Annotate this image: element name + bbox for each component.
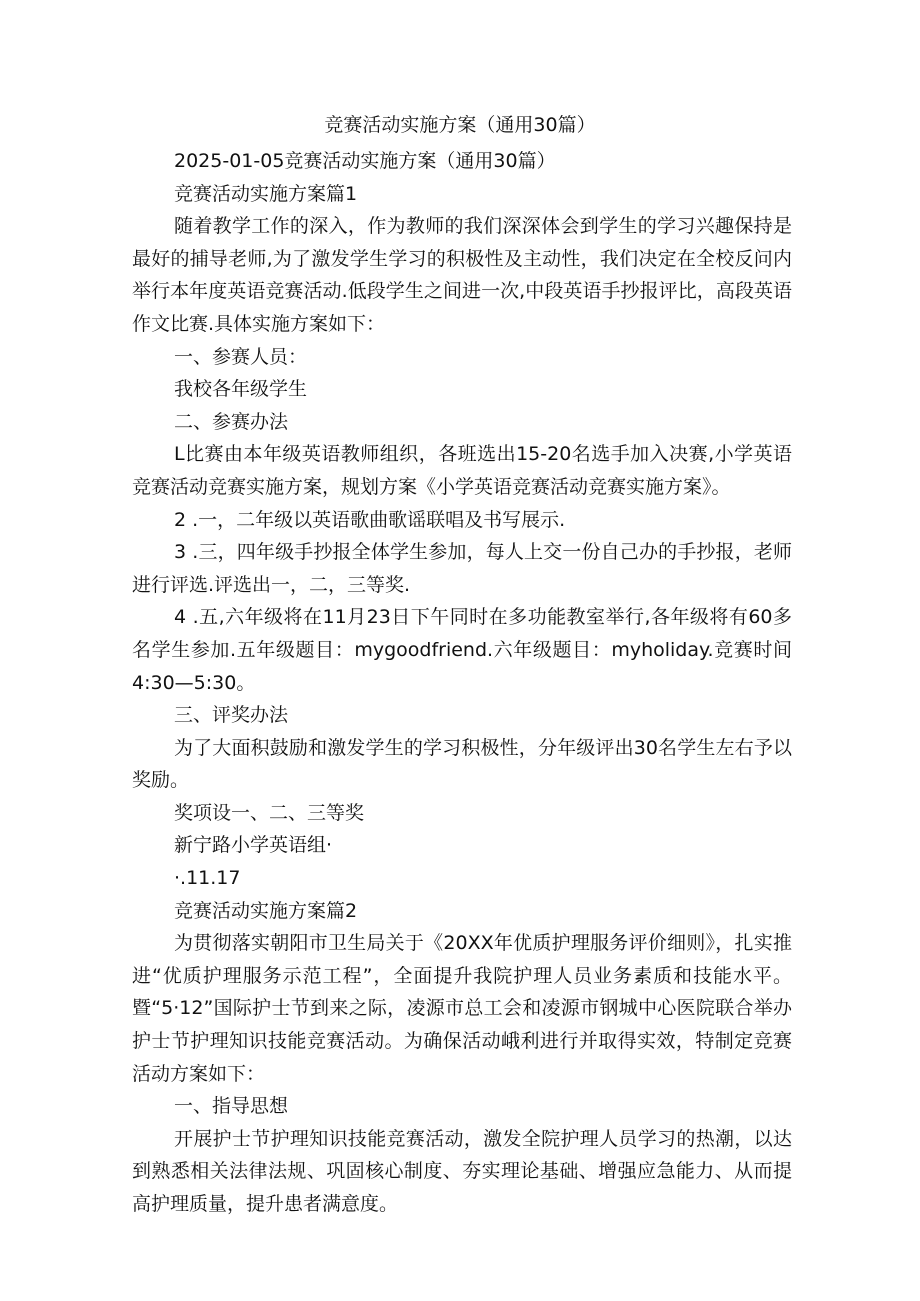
signature-org: 新宁路小学英语组·	[174, 834, 333, 857]
section-heading-2: 竞赛活动实施方案篇2	[174, 899, 358, 922]
paragraph-award-levels: 奖项设一、二、三等奖	[174, 801, 365, 824]
signature-date: ·.11.17	[174, 867, 241, 890]
paragraph-method-4: 4 .五,六年级将在11月23日下午同时在多功能教室举行,各年级将有60多名学生参加.五年级题目：mygoodfriend.六年级题目：myholiday.竞赛时间4:30—5:30。	[132, 606, 792, 694]
document-title: 竞赛活动实施方案（通用30篇）	[324, 114, 596, 136]
heading-awards: 三、评奖办法	[174, 704, 289, 727]
paragraph-method-2: 2 .一，二年级以英语歌曲歌谣联唱及书写展示.	[174, 508, 566, 531]
paragraph-participants: 我校各年级学生	[174, 378, 308, 401]
date-line: 2025-01-05竞赛活动实施方案（通用30篇）	[174, 150, 556, 172]
paragraph-intro: 随着教学工作的深入，作为教师的我们深深体会到学生的学习兴趣保持是最好的捕导老师,为了激发学生学习的积极性及主动性，我们决定在全校反问内举行本年度英语竞赛活动.低段学生之间进一次,中段英语手抄报评比，高段英语作文比赛.具体实施方案如下：	[132, 215, 792, 335]
document-body	[132, 145, 792, 1221]
heading-guiding-idea: 一、指导思想	[174, 1095, 289, 1118]
section-heading-1: 竞赛活动实施方案篇1	[174, 182, 358, 205]
paragraph-method-1: L比赛由本年级英语教师组织，各班选出15-20名选手加入决赛,小学英语竞赛活动竞赛实施方案，规划方案《小学英语竞赛活动竞赛实施方案》。	[132, 443, 792, 498]
paragraph-section2-intro: 为贯彻落实朝阳市卫生局关于《20XX年优质护理服务评价细则》，扎实推进“优质护理服务示范工程”，全面提升我院护理人员业务素质和技能水平。暨“5·12”国际护士节到来之际，凌源市总工会和凌源市钢城中心医院联合举办护士节护理知识技能竞赛活动。为确保活动峨利进行并取得实效，特制定竞赛活动方案如下：	[132, 932, 792, 1085]
paragraph-method-3: 3 .三，四年级手抄报全体学生参加，每人上交一份自己办的手抄报，老师进行评选.评选出一，二，三等奖.	[132, 541, 792, 596]
heading-participants: 一、参赛人员：	[174, 345, 308, 368]
paragraph-awards: 为了大面积鼓励和激发学生的学习积极性，分年级评出30名学生左右予以奖励。	[132, 736, 792, 792]
heading-methods: 二、参赛办法	[174, 410, 289, 433]
paragraph-guiding-idea: 开展护士节护理知识技能竞赛活动，激发全院护理人员学习的热潮，以达到熟悉相关法律法规、巩固核心制度、夯实理论基础、增强应急能力、从而提高护理质量，提升患者满意度。	[132, 1127, 792, 1215]
